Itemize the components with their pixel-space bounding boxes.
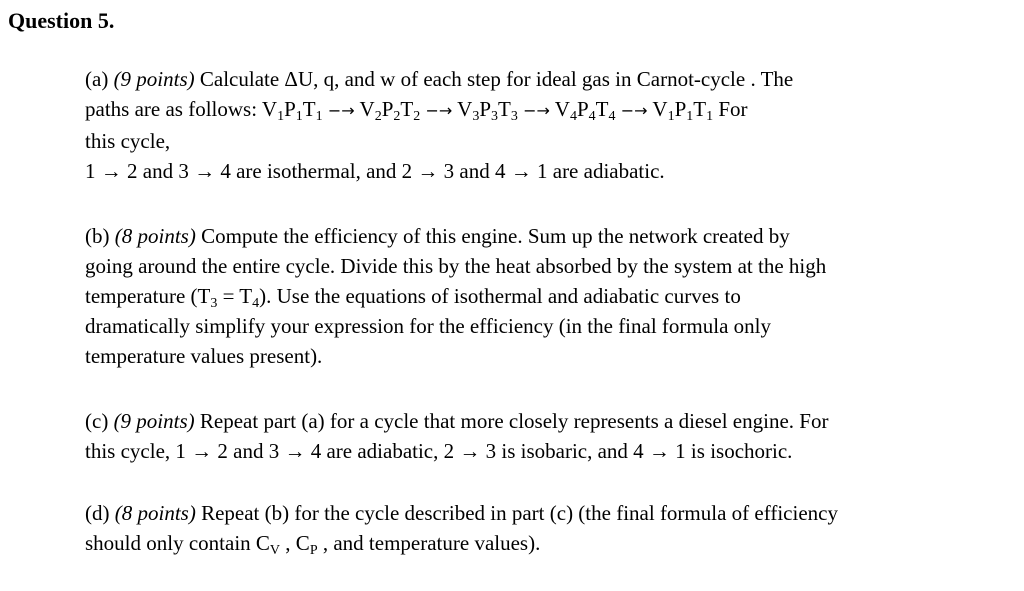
part-d-points: (8 points) bbox=[114, 501, 196, 525]
path-state-4: $V_4P_4T_4$ bbox=[554, 97, 616, 124]
part-b-line-1 bbox=[85, 221, 1005, 251]
part-b bbox=[85, 221, 1005, 371]
part-a-line-2 bbox=[85, 94, 1005, 126]
path-state-2: $V_2P_2T_2$ bbox=[359, 97, 421, 124]
part-a-points: (9 points) bbox=[113, 67, 195, 91]
part-c-line-2: this cycle, 1 → 2 and 3 → 4 are adiabatic, 2 → 3 is isobaric, and 4 → 1 is isochoric. bbox=[85, 439, 793, 463]
part-b-line-3: temperature $(T_3 = T_4)$. Use the equations of isothermal and adiabatic curves to bbox=[85, 284, 741, 311]
part-d-text-1: Repeat (b) for the cycle described in part (c) (the final formula of efficiency bbox=[201, 501, 838, 525]
part-b-points: (8 points) bbox=[114, 224, 196, 248]
part-a-path-suffix: For bbox=[718, 97, 748, 121]
part-d bbox=[85, 498, 1005, 558]
part-d-line-2: should only contain $C_V$ , $C_P$ , and temperature values). bbox=[85, 531, 541, 558]
part-c bbox=[85, 406, 1005, 466]
part-d-label: (d) bbox=[85, 501, 110, 525]
part-c-label: (c) bbox=[85, 409, 109, 433]
part-c-text-1: Repeat part (a) for a cycle that more closely represents a diesel engine. For bbox=[199, 409, 829, 433]
part-a-label: (a) bbox=[85, 67, 109, 91]
path-state-1: $V_1P_1T_1$ bbox=[261, 97, 323, 124]
path-arrow: −→ bbox=[620, 101, 648, 120]
part-d-line-1 bbox=[85, 498, 1005, 528]
part-a-path-prefix: paths are as follows: bbox=[85, 97, 258, 121]
part-a-line-1 bbox=[85, 64, 1005, 94]
path-state-3: $V_3P_3T_3$ bbox=[457, 97, 518, 124]
part-c-line-1 bbox=[85, 406, 1005, 436]
part-c-points: (9 points) bbox=[113, 409, 195, 433]
question-title: Question 5. bbox=[8, 8, 115, 33]
part-a bbox=[85, 64, 1005, 186]
part-b-line-4: dramatically simplify your expression for the efficiency (in the final formula only bbox=[85, 314, 771, 338]
part-a-line-4: 1 → 2 and 3 → 4 are isothermal, and 2 → 3 and 4 → 1 are adiabatic. bbox=[85, 159, 665, 183]
path-state-5: $V_1P_1T_1$ bbox=[652, 97, 714, 124]
part-a-line-3: this cycle, bbox=[85, 129, 171, 153]
part-b-line-5: temperature values present). bbox=[85, 344, 323, 368]
path-arrow: −→ bbox=[327, 101, 355, 120]
part-b-label: (b) bbox=[85, 224, 110, 248]
part-a-text-1: Calculate ΔU, q, and w of each step for ideal gas in Carnot-cycle . The bbox=[199, 67, 794, 91]
path-arrow: −→ bbox=[523, 101, 550, 120]
part-b-line-2: going around the entire cycle. Divide this by the heat absorbed by the system at the high bbox=[85, 254, 827, 278]
path-arrow: −→ bbox=[425, 101, 453, 120]
part-b-text-1: Compute the efficiency of this engine. Sum up the network created by bbox=[201, 224, 790, 248]
